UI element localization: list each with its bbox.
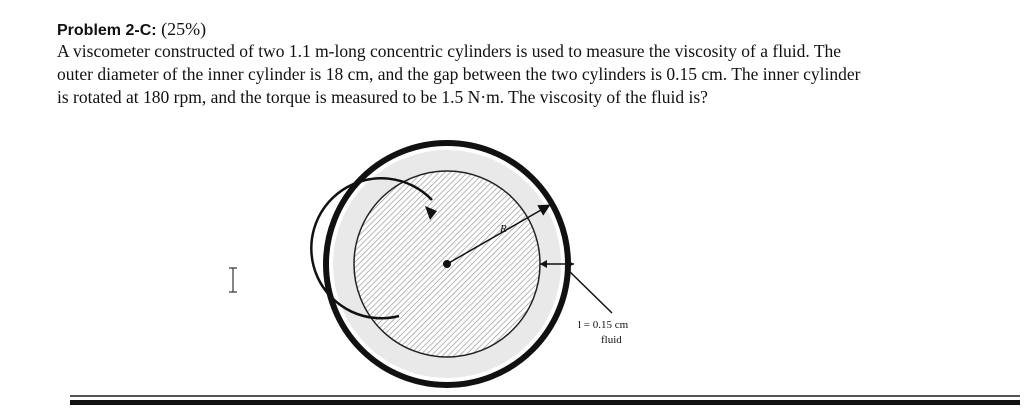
problem-line-2: outer diameter of the inner cylinder is 18 cm, and the gap between the two cylinders is 0.15 cm. The inner cylinder: [57, 64, 861, 84]
problem-line-1: A viscometer constructed of two 1.1 m-long concentric cylinders is used to measure the viscosity of a fluid. The: [57, 41, 842, 61]
gap-leader-line: [566, 268, 612, 313]
problem-label: Problem 2-C:: [57, 22, 157, 39]
problem-weight: (25%): [161, 19, 207, 39]
gap-label: l = 0.15 cm: [578, 319, 629, 331]
problem-line-3: is rotated at 180 rpm, and the torque is measured to be 1.5 N·m. The viscosity of the fluid is?: [57, 87, 708, 107]
divider-thick: [70, 400, 1020, 405]
radius-label: R: [500, 223, 507, 235]
divider-thin: [70, 395, 1020, 397]
fluid-label: fluid: [601, 334, 622, 346]
